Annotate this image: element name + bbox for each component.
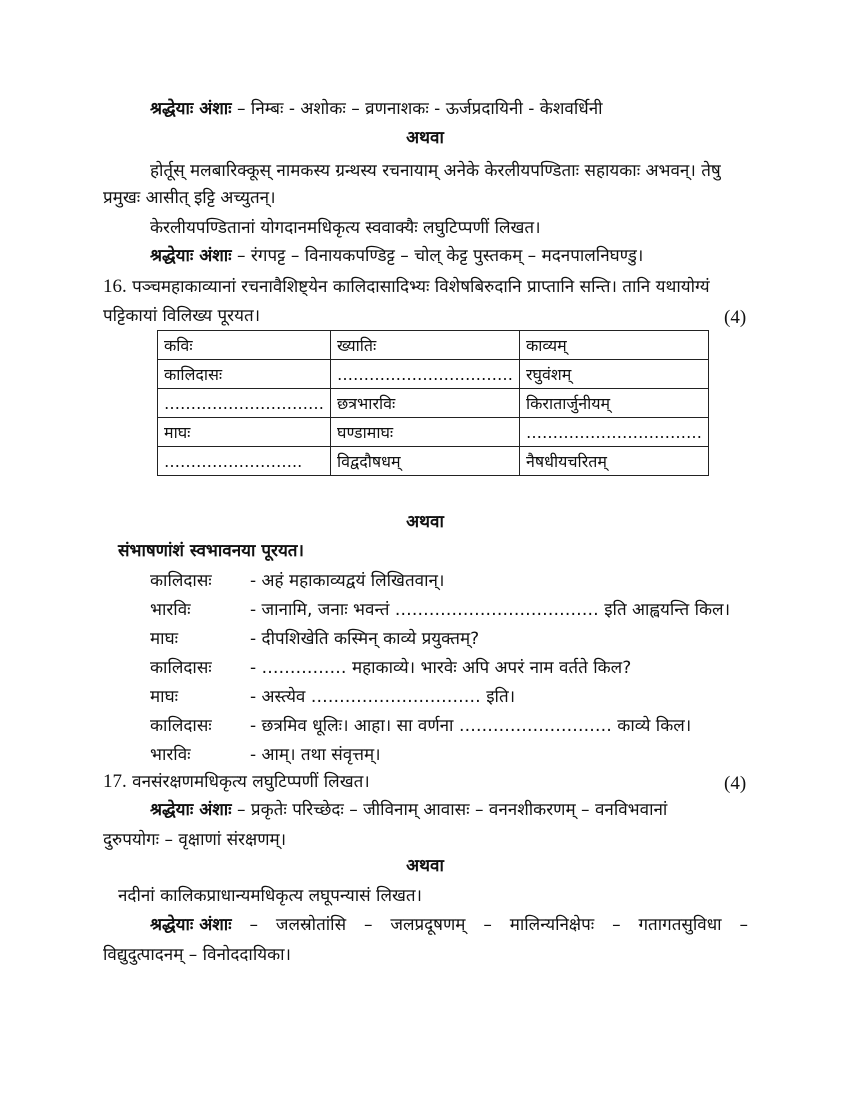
q17-alt-hints-line-2: विद्युदुत्पादनम् – विनोददायिका। xyxy=(103,945,291,965)
dialogue-line: - दीपशिखेति कस्मिन् काव्ये प्रयुक्तम्? xyxy=(250,629,480,649)
dialogue-line: - जानामि, जनाः भवन्तं ……………………………… इति आह्वयन्ति किल। xyxy=(250,600,731,620)
q17-alt-hints-label: श्रद्धेयाः अंशाः xyxy=(150,915,232,935)
q16-text-1: पञ्चमहाकाव्यानां रचनावैशिष्ट्येन कालिदासादिभ्यः विशेषबिरुदानि प्राप्तानि सन्ति। तानि यथायोग्यं xyxy=(132,277,710,297)
q17-number: 17. xyxy=(103,771,127,792)
dialogue-line: - …………… महाकाव्ये। भारवेः अपि अपरं नाम वर्तते किल? xyxy=(250,658,632,678)
table-cell: घण्डामाघः xyxy=(331,418,520,447)
table-cell: रघुवंशम् xyxy=(520,360,709,389)
table-cell: कविः xyxy=(158,331,331,360)
q17-question: वनसंरक्षणमधिकृत्य लघुटिप्पणीं लिखत। xyxy=(132,772,370,792)
q17-alt-question: नदीनां कालिकप्राधान्यमधिकृत्य लघूपन्यासं लिखत। xyxy=(118,886,423,906)
dialogue-speaker: भारविः xyxy=(150,745,191,765)
hint-word: – xyxy=(249,915,258,935)
paragraph-line-2: प्रमुखः आसीत् इट्टि अच्युतन्। xyxy=(103,188,276,208)
q17-hints-line-1 xyxy=(150,799,667,821)
hint-word: जलस्रोतांसि xyxy=(275,915,347,935)
athava-heading-2: अथवा xyxy=(406,512,444,532)
dialogue-line: - अस्त्येव ………………………… इति। xyxy=(250,687,516,707)
table-cell: …………………………… xyxy=(331,360,520,389)
hint-word: – xyxy=(363,915,373,935)
table-cell: कालिदासः xyxy=(158,360,331,389)
task-line: केरलीयपण्डितानां योगदानमधिकृत्य स्ववाक्यैः लघुटिप्पणीं लिखत। xyxy=(150,218,541,238)
hints-label: श्रद्धेयाः अंशाः xyxy=(150,99,232,119)
q17-line xyxy=(103,771,370,793)
hints-line-2 xyxy=(150,245,643,267)
athava-heading: अथवा xyxy=(406,128,444,148)
table-cell: माघः xyxy=(158,418,331,447)
table-cell: …………………………… xyxy=(520,418,709,447)
athava-heading-3: अथवा xyxy=(406,856,444,876)
hints-line xyxy=(150,98,603,120)
dialogue-line: - अहं महाकाव्यद्वयं लिखितवान्। xyxy=(250,571,445,591)
table-cell: ………………………… xyxy=(158,389,331,418)
table-cell: नैषधीयचरितम् xyxy=(520,447,709,476)
hint-word: जलप्रदूषणम् xyxy=(390,915,466,935)
q16-marks: (4) xyxy=(724,307,747,328)
table-row xyxy=(158,360,709,389)
table-row xyxy=(158,389,709,418)
hint-word: – xyxy=(612,915,621,935)
hints-text: – निम्बः - अशोकः – व्रणनाशकः - ऊर्जप्रदायिनी - केशवर्धिनी xyxy=(231,99,603,119)
table-row xyxy=(158,331,709,360)
table-row xyxy=(158,447,709,476)
dialogue-speaker: कालिदासः xyxy=(150,658,212,678)
q16-number: 16. xyxy=(103,276,127,297)
hint-word: – xyxy=(739,915,748,935)
table-cell: छत्रभारविः xyxy=(331,389,520,418)
dialogue-line: - आम्। तथा संवृत्तम्। xyxy=(250,745,381,765)
hints-text-2: – रंगपट्ट – विनायकपण्डिट्ट – चोल् केट्ट पुस्तकम् – मदनपालनिघण्डु। xyxy=(231,246,644,266)
dialogue-line: - छत्रमिव धूलिः। आहा। सा वर्णना ……………………… काव्ये किल। xyxy=(250,716,692,736)
hint-word: – xyxy=(483,915,492,935)
dialogue-speaker: भारविः xyxy=(150,600,191,620)
dialogue-instruction: संभाषणांशं स्वभावनया पूरयत। xyxy=(118,541,304,561)
q16-line-2: पट्टिकायां विलिख्य पूरयत। xyxy=(103,306,261,326)
paragraph-line-1: होर्तूस् मलबारिक्कूस् नामकस्य ग्रन्थस्य रचनायाम् अनेके केरलीयपण्डिताः सहायकाः अभवन्। तेषु xyxy=(150,161,721,181)
q17-marks: (4) xyxy=(724,773,747,794)
q17-hints-label: श्रद्धेयाः अंशाः xyxy=(150,800,232,820)
dialogue-speaker: माघः xyxy=(150,687,179,707)
hint-word: गतागतसुविधा xyxy=(638,915,722,935)
table-cell: …………………….. xyxy=(158,447,331,476)
table-row xyxy=(158,418,709,447)
dialogue-speaker: कालिदासः xyxy=(150,716,212,736)
hint-word: मालिन्यनिक्षेपः xyxy=(509,915,595,935)
q17-alt-hints-line-1 xyxy=(150,914,748,936)
dialogue-speaker: कालिदासः xyxy=(150,571,212,591)
hints-label-2: श्रद्धेयाः अंशाः xyxy=(150,246,232,266)
q17-hints-line-2: दुरुपयोगः – वृक्षाणां संरक्षणम्। xyxy=(103,830,287,850)
table-cell: काव्यम् xyxy=(520,331,709,360)
table-cell: ख्यातिः xyxy=(331,331,520,360)
table-cell: विद्वदौषधम् xyxy=(331,447,520,476)
dialogue-speaker: माघः xyxy=(150,629,179,649)
q16-line-1 xyxy=(103,276,710,298)
table-cell: किरातार्जुनीयम् xyxy=(520,389,709,418)
q17-hints-text-1: – प्रकृतेः परिच्छेदः – जीविनाम् आवासः – वननशीकरणम् – वनविभवानां xyxy=(231,800,668,820)
epithet-table xyxy=(157,330,709,476)
